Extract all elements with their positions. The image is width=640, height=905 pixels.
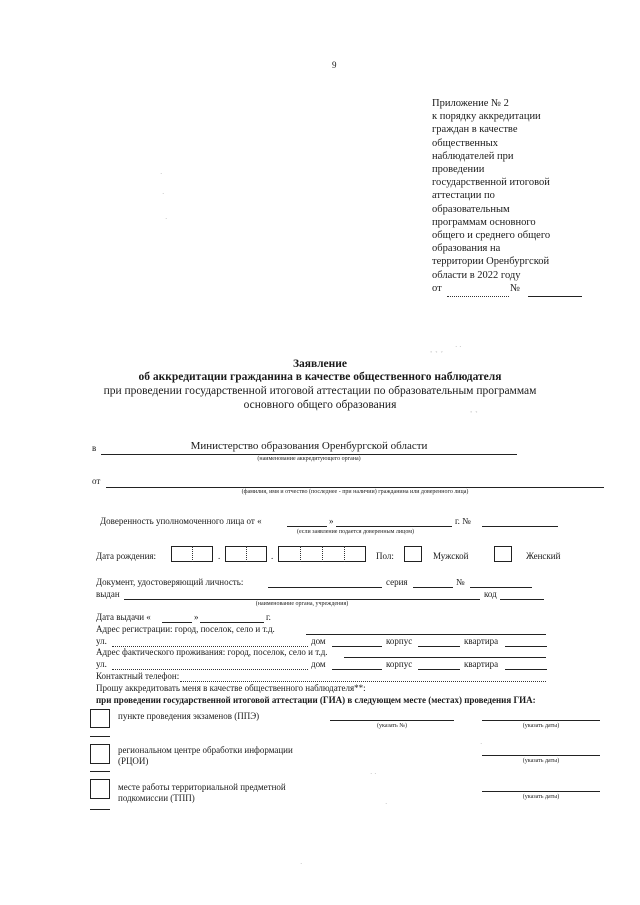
fact-house-line <box>332 669 382 670</box>
doc-issue-day-line <box>162 622 192 623</box>
proxy-no-line <box>482 526 558 527</box>
fact-street-label: ул. <box>96 659 107 669</box>
doc-series-line <box>413 587 453 588</box>
reg-address-label: Адрес регистрации: город, поселок, село и т.д. <box>96 624 275 634</box>
doc-issued-hint: (наименование органа, учреждения) <box>255 601 349 607</box>
to-value: Министерство образования Оренбургской области <box>190 440 428 452</box>
fact-street-line <box>112 669 308 670</box>
option-tpp-label2: подкомиссии (ТПП) <box>118 793 195 803</box>
doc-issue-month-line <box>200 622 264 623</box>
option-ppe-date-hint: (указать даты) <box>522 723 560 729</box>
appendix-no-line <box>528 296 582 297</box>
fact-flat-line <box>505 669 547 670</box>
option-tpp-checkbox[interactable] <box>90 779 110 799</box>
fact-flat-label: квартира <box>464 659 499 669</box>
phone-line <box>180 681 546 682</box>
proxy-label: Доверенность уполномоченного лица от « <box>100 516 262 526</box>
appendix-line: наблюдателей при <box>432 150 514 162</box>
title-line3: при проведении государственной итоговой аттестации по образовательным программам <box>103 385 537 397</box>
option-ppe-number-line <box>330 720 454 721</box>
option-rcoi-label1: региональном центре обработки информации <box>118 745 293 755</box>
appendix-date-line <box>447 296 509 297</box>
request-text: Прошу аккредитовать меня в качестве общественного наблюдателя**: <box>96 683 366 693</box>
reg-building-label: корпус <box>386 636 413 646</box>
appendix-line: области в 2022 году <box>432 269 521 281</box>
to-hint: (наименование аккредитующего органа) <box>257 456 361 462</box>
appendix-no-label: № <box>510 283 521 294</box>
from-line <box>106 487 604 488</box>
doc-label: Документ, удостоверяющий личность: <box>96 577 244 587</box>
option-ppe-checkbox[interactable] <box>90 709 110 728</box>
option-rcoi-underline <box>90 771 110 772</box>
reg-street-label: ул. <box>96 636 107 646</box>
appendix-line: аттестации по <box>432 190 495 202</box>
doc-code-line <box>500 599 544 600</box>
title-line1: Заявление <box>292 358 347 370</box>
reg-house-line <box>332 646 382 647</box>
doc-issue-year: г. <box>266 612 271 622</box>
doc-issued-label: выдан <box>96 589 120 599</box>
fact-city-line <box>344 657 546 658</box>
option-ppe-date-line <box>482 720 600 721</box>
option-rcoi-checkbox[interactable] <box>90 744 110 764</box>
appendix-line: образовательным <box>432 203 510 215</box>
sex-female-checkbox[interactable] <box>494 546 512 562</box>
doc-issue-date-label: Дата выдачи « <box>96 612 151 622</box>
reg-house-label: дом <box>311 636 326 646</box>
fact-address-label: Адрес фактического проживания: город, поселок, село и т.д. <box>96 647 328 657</box>
option-rcoi-date-hint: (указать даты) <box>522 758 560 764</box>
option-ppe-number-hint: (указать №) <box>377 723 407 729</box>
option-ppe-underline <box>90 736 110 737</box>
reg-building-line <box>418 646 460 647</box>
appendix-block <box>432 97 550 282</box>
birth-label: Дата рождения: <box>96 551 157 561</box>
appendix-from-label: от <box>432 283 442 294</box>
request-bold-text: при проведении государственной итоговой аттестации (ГИА) в следующем месте (местах) проведения ГИА: <box>96 695 536 705</box>
sex-male-label: Мужской <box>433 551 469 561</box>
page-number: 9 <box>332 60 337 70</box>
doc-series-label: серия <box>386 577 408 587</box>
appendix-line: программам основного <box>432 216 536 228</box>
doc-issued-line <box>124 599 480 600</box>
to-prefix: в <box>92 443 97 453</box>
appendix-line: Приложение № 2 <box>432 98 509 109</box>
sex-male-checkbox[interactable] <box>404 546 422 562</box>
title-line4: основного общего образования <box>243 399 397 411</box>
appendix-line: общественных <box>432 137 498 149</box>
option-rcoi-date-line <box>482 755 600 756</box>
option-ppe-label: пункте проведения экзаменов (ППЭ) <box>118 711 260 721</box>
appendix-line: образования на <box>432 243 501 255</box>
doc-number-label: № <box>456 577 465 587</box>
appendix-line: проведении <box>432 164 485 176</box>
option-tpp-date-line <box>482 791 600 792</box>
doc-issue-mid: » <box>194 612 199 622</box>
reg-city-line <box>306 634 546 635</box>
doc-field-line <box>268 587 382 588</box>
fact-house-label: дом <box>311 659 326 669</box>
proxy-year: г. № <box>455 516 471 526</box>
doc-code-label: код <box>484 589 497 599</box>
doc-number-line <box>470 587 532 588</box>
sex-female-label: Женский <box>526 551 561 561</box>
appendix-line: территории Оренбургской <box>432 256 550 268</box>
phone-label: Контактный телефон: <box>96 671 180 681</box>
appendix-line: граждан в качестве <box>432 124 518 136</box>
appendix-line: государственной итоговой <box>432 177 550 189</box>
reg-flat-label: квартира <box>464 636 499 646</box>
title-line2: об аккредитации гражданина в качестве общественного наблюдателя <box>138 371 502 383</box>
appendix-line: общего и среднего общего <box>432 230 551 242</box>
proxy-hint: (если заявление подается доверенным лицом) <box>297 529 415 535</box>
option-rcoi-label2: (РЦОИ) <box>118 756 149 766</box>
fact-building-label: корпус <box>386 659 413 669</box>
option-tpp-date-hint: (указать даты) <box>522 794 560 800</box>
reg-flat-line <box>505 646 547 647</box>
from-hint: (фамилия, имя и отчество (последнее - при наличии) гражданина или доверенного лица) <box>241 489 469 495</box>
fact-building-line <box>418 669 460 670</box>
proxy-day-line <box>287 526 327 527</box>
sex-label: Пол: <box>376 551 394 561</box>
proxy-month-line <box>336 526 452 527</box>
option-tpp-label1: месте работы территориальной предметной <box>118 782 286 792</box>
from-prefix: от <box>92 476 101 486</box>
proxy-mid: » <box>329 516 334 526</box>
option-tpp-underline <box>90 809 110 810</box>
appendix-line: к порядку аккредитации <box>432 111 541 123</box>
to-line <box>101 454 517 455</box>
